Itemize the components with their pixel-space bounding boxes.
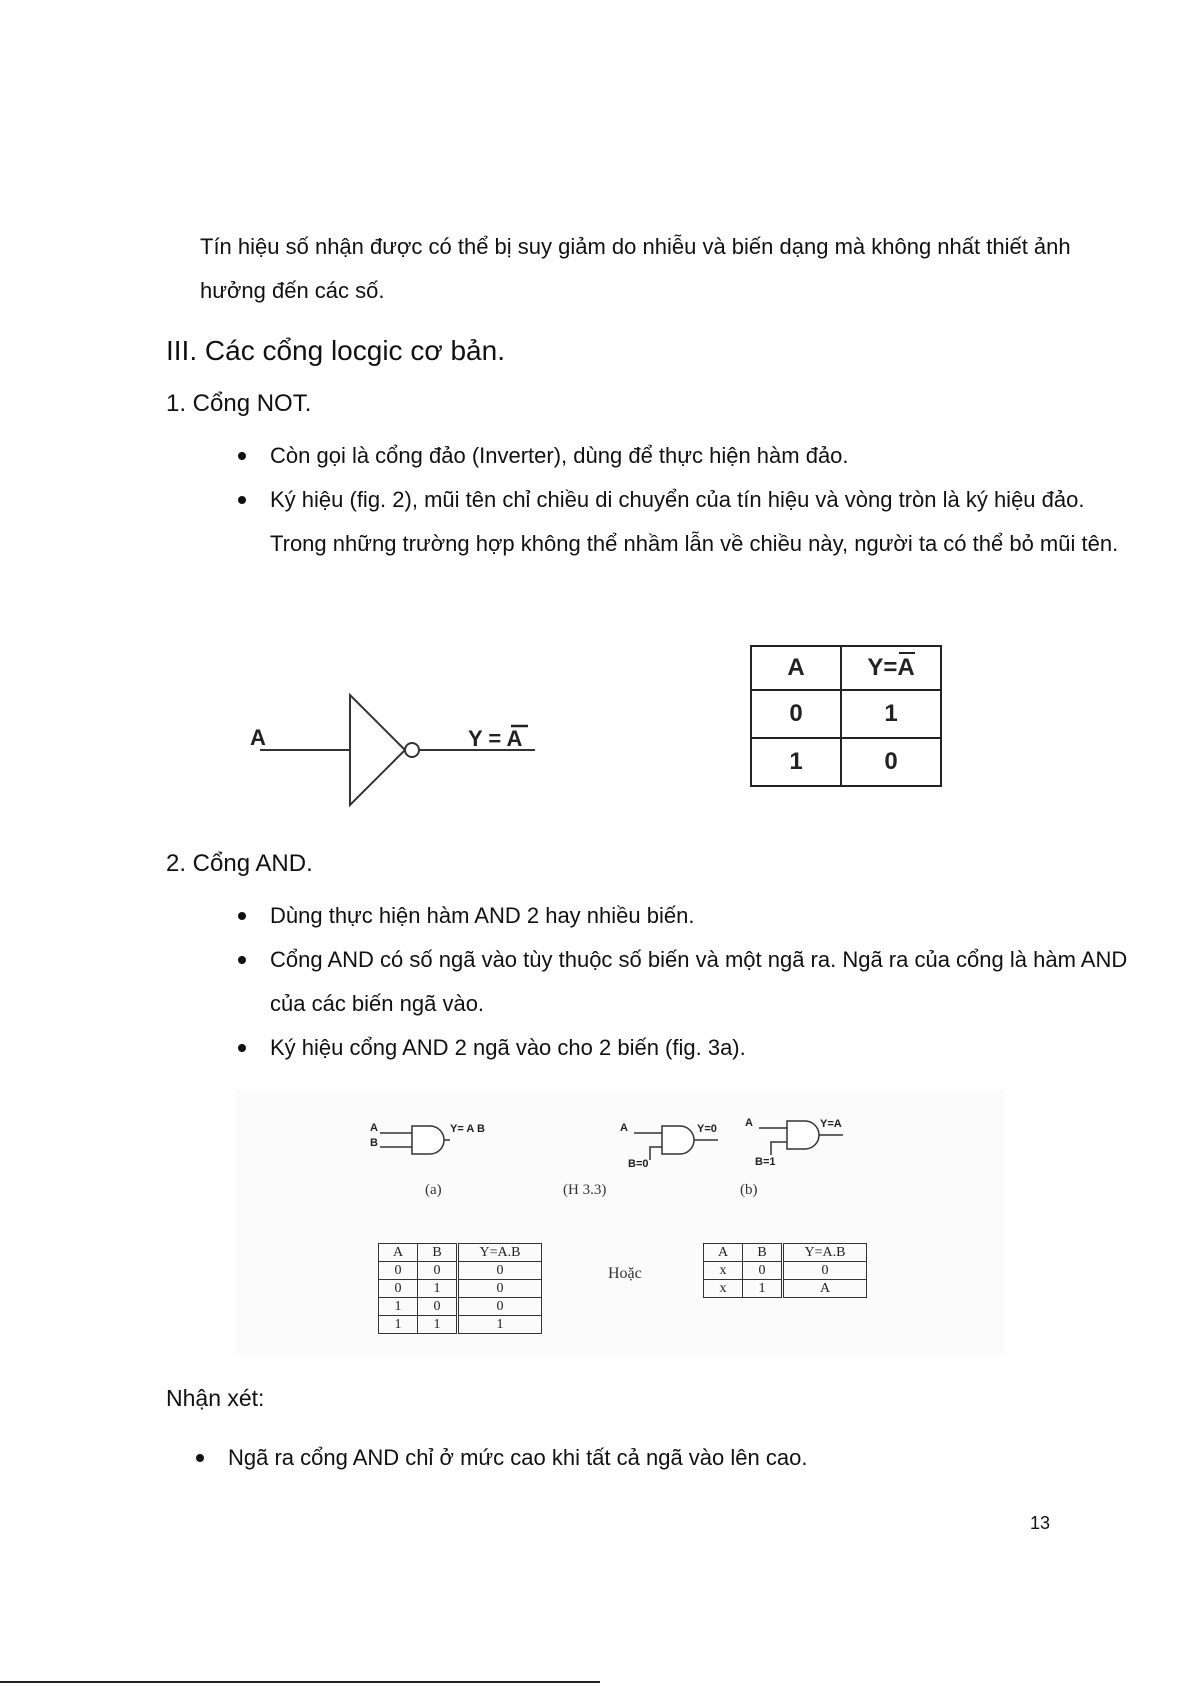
- not-bullet-2: Ký hiệu (fig. 2), mũi tên chỉ chiều di chuyển của tín hiệu và vòng tròn là ký hiệu đảo. Trong những trường hợp không thể nhầm lẫn về chiều này, người ta có thể bỏ mũi tên.: [270, 487, 1119, 556]
- table-cell: 0: [418, 1262, 458, 1280]
- section-title: III. Các cổng locgic cơ bản.: [166, 335, 505, 366]
- gate-b1-in-a: A: [745, 1117, 753, 1129]
- gate-b1-in-b: B=1: [755, 1156, 776, 1168]
- table-cell: 1: [379, 1298, 418, 1316]
- table-cell: 0: [743, 1262, 783, 1280]
- table-cell: 0: [418, 1298, 458, 1316]
- not-truth-table: [750, 645, 942, 787]
- table-cell: 1: [841, 690, 941, 738]
- not-triangle: [350, 695, 405, 805]
- table-row: [704, 1262, 867, 1280]
- table-row: [751, 738, 941, 786]
- gate-a-in-a: A: [370, 1122, 378, 1134]
- table-header: A: [704, 1244, 743, 1262]
- table-row: [751, 690, 941, 738]
- table-header: Y=A.B: [783, 1244, 867, 1262]
- table-cell: 1: [418, 1280, 458, 1298]
- table-row: [379, 1298, 542, 1316]
- table-header: A: [751, 646, 841, 690]
- bullet-icon: [238, 956, 246, 964]
- table-cell: 0: [458, 1262, 542, 1280]
- table-cell: 0: [751, 690, 841, 738]
- table-row: [379, 1280, 542, 1298]
- inversion-bubble: [405, 743, 419, 757]
- or-label: Hoặc: [608, 1265, 642, 1282]
- table-header: B: [418, 1244, 458, 1262]
- gate-a-in-b: B: [370, 1137, 378, 1149]
- table-header: A: [379, 1244, 418, 1262]
- and-truth-table-full: [378, 1243, 542, 1334]
- table-cell: 0: [783, 1262, 867, 1280]
- caption-h33: (H 3.3): [563, 1182, 607, 1198]
- table-row: [704, 1244, 867, 1262]
- gate-b1-out: Y=A: [820, 1118, 842, 1130]
- gate-a-out: Y= A B: [450, 1123, 485, 1135]
- table-row: [704, 1280, 867, 1298]
- bullet-icon: [238, 452, 246, 460]
- and-bullet-2: Cổng AND có số ngã vào tùy thuộc số biến và một ngã ra. Ngã ra của cổng là hàm AND của các biến ngã vào.: [270, 947, 1128, 1016]
- and-bullet-1: Dùng thực hiện hàm AND 2 hay nhiều biến.: [270, 903, 695, 928]
- table-cell: 1: [418, 1316, 458, 1334]
- bullet-icon: [238, 1044, 246, 1052]
- and-bullet-3: Ký hiệu cổng AND 2 ngã vào cho 2 biến (fig. 3a).: [270, 1035, 746, 1060]
- caption-b: (b): [740, 1182, 758, 1198]
- bullet-icon: [238, 496, 246, 504]
- remark-bullet-1: Ngã ra cổng AND chỉ ở mức cao khi tất cả ngã vào lên cao.: [228, 1445, 808, 1470]
- table-row: [379, 1316, 542, 1334]
- gate-b0-in-b: B=0: [628, 1158, 649, 1170]
- table-cell: x: [704, 1280, 743, 1298]
- table-row: [379, 1244, 542, 1262]
- table-cell: 1: [458, 1316, 542, 1334]
- intro-paragraph: Tín hiệu số nhận được có thể bị suy giảm do nhiễu và biến dạng mà không nhất thiết ảnh hưởng đến các số.: [200, 234, 1071, 303]
- not-gate-heading: 1. Cổng NOT.: [166, 390, 312, 417]
- table-cell: 1: [751, 738, 841, 786]
- remark-heading: Nhận xét:: [166, 1385, 265, 1411]
- table-cell: x: [704, 1262, 743, 1280]
- table-header: Y=A.B: [458, 1244, 542, 1262]
- table-cell: 1: [379, 1316, 418, 1334]
- table-cell: 0: [379, 1280, 418, 1298]
- page-number: 13: [1030, 1513, 1051, 1533]
- caption-a: (a): [425, 1182, 442, 1198]
- table-row: [751, 646, 941, 690]
- gate-b0-in-a: A: [620, 1122, 628, 1134]
- table-row: [379, 1262, 542, 1280]
- table-cell: 0: [458, 1280, 542, 1298]
- table-cell: 1: [743, 1280, 783, 1298]
- table-cell: 0: [841, 738, 941, 786]
- table-cell: 0: [379, 1262, 418, 1280]
- bullet-icon: [196, 1454, 204, 1462]
- bullet-icon: [238, 912, 246, 920]
- table-header: Y=A: [841, 646, 941, 690]
- gate-b0-out: Y=0: [697, 1123, 717, 1135]
- not-output-label: Y = A: [468, 726, 523, 751]
- footer-divider: [0, 1681, 600, 1683]
- table-cell: 0: [458, 1298, 542, 1316]
- and-truth-table-short: [703, 1243, 867, 1298]
- not-bullet-1: Còn gọi là cổng đảo (Inverter), dùng để thực hiện hàm đảo.: [270, 443, 849, 468]
- not-input-label: A: [250, 725, 266, 750]
- table-cell: A: [783, 1280, 867, 1298]
- and-gate-heading: 2. Cổng AND.: [166, 850, 313, 877]
- table-header: B: [743, 1244, 783, 1262]
